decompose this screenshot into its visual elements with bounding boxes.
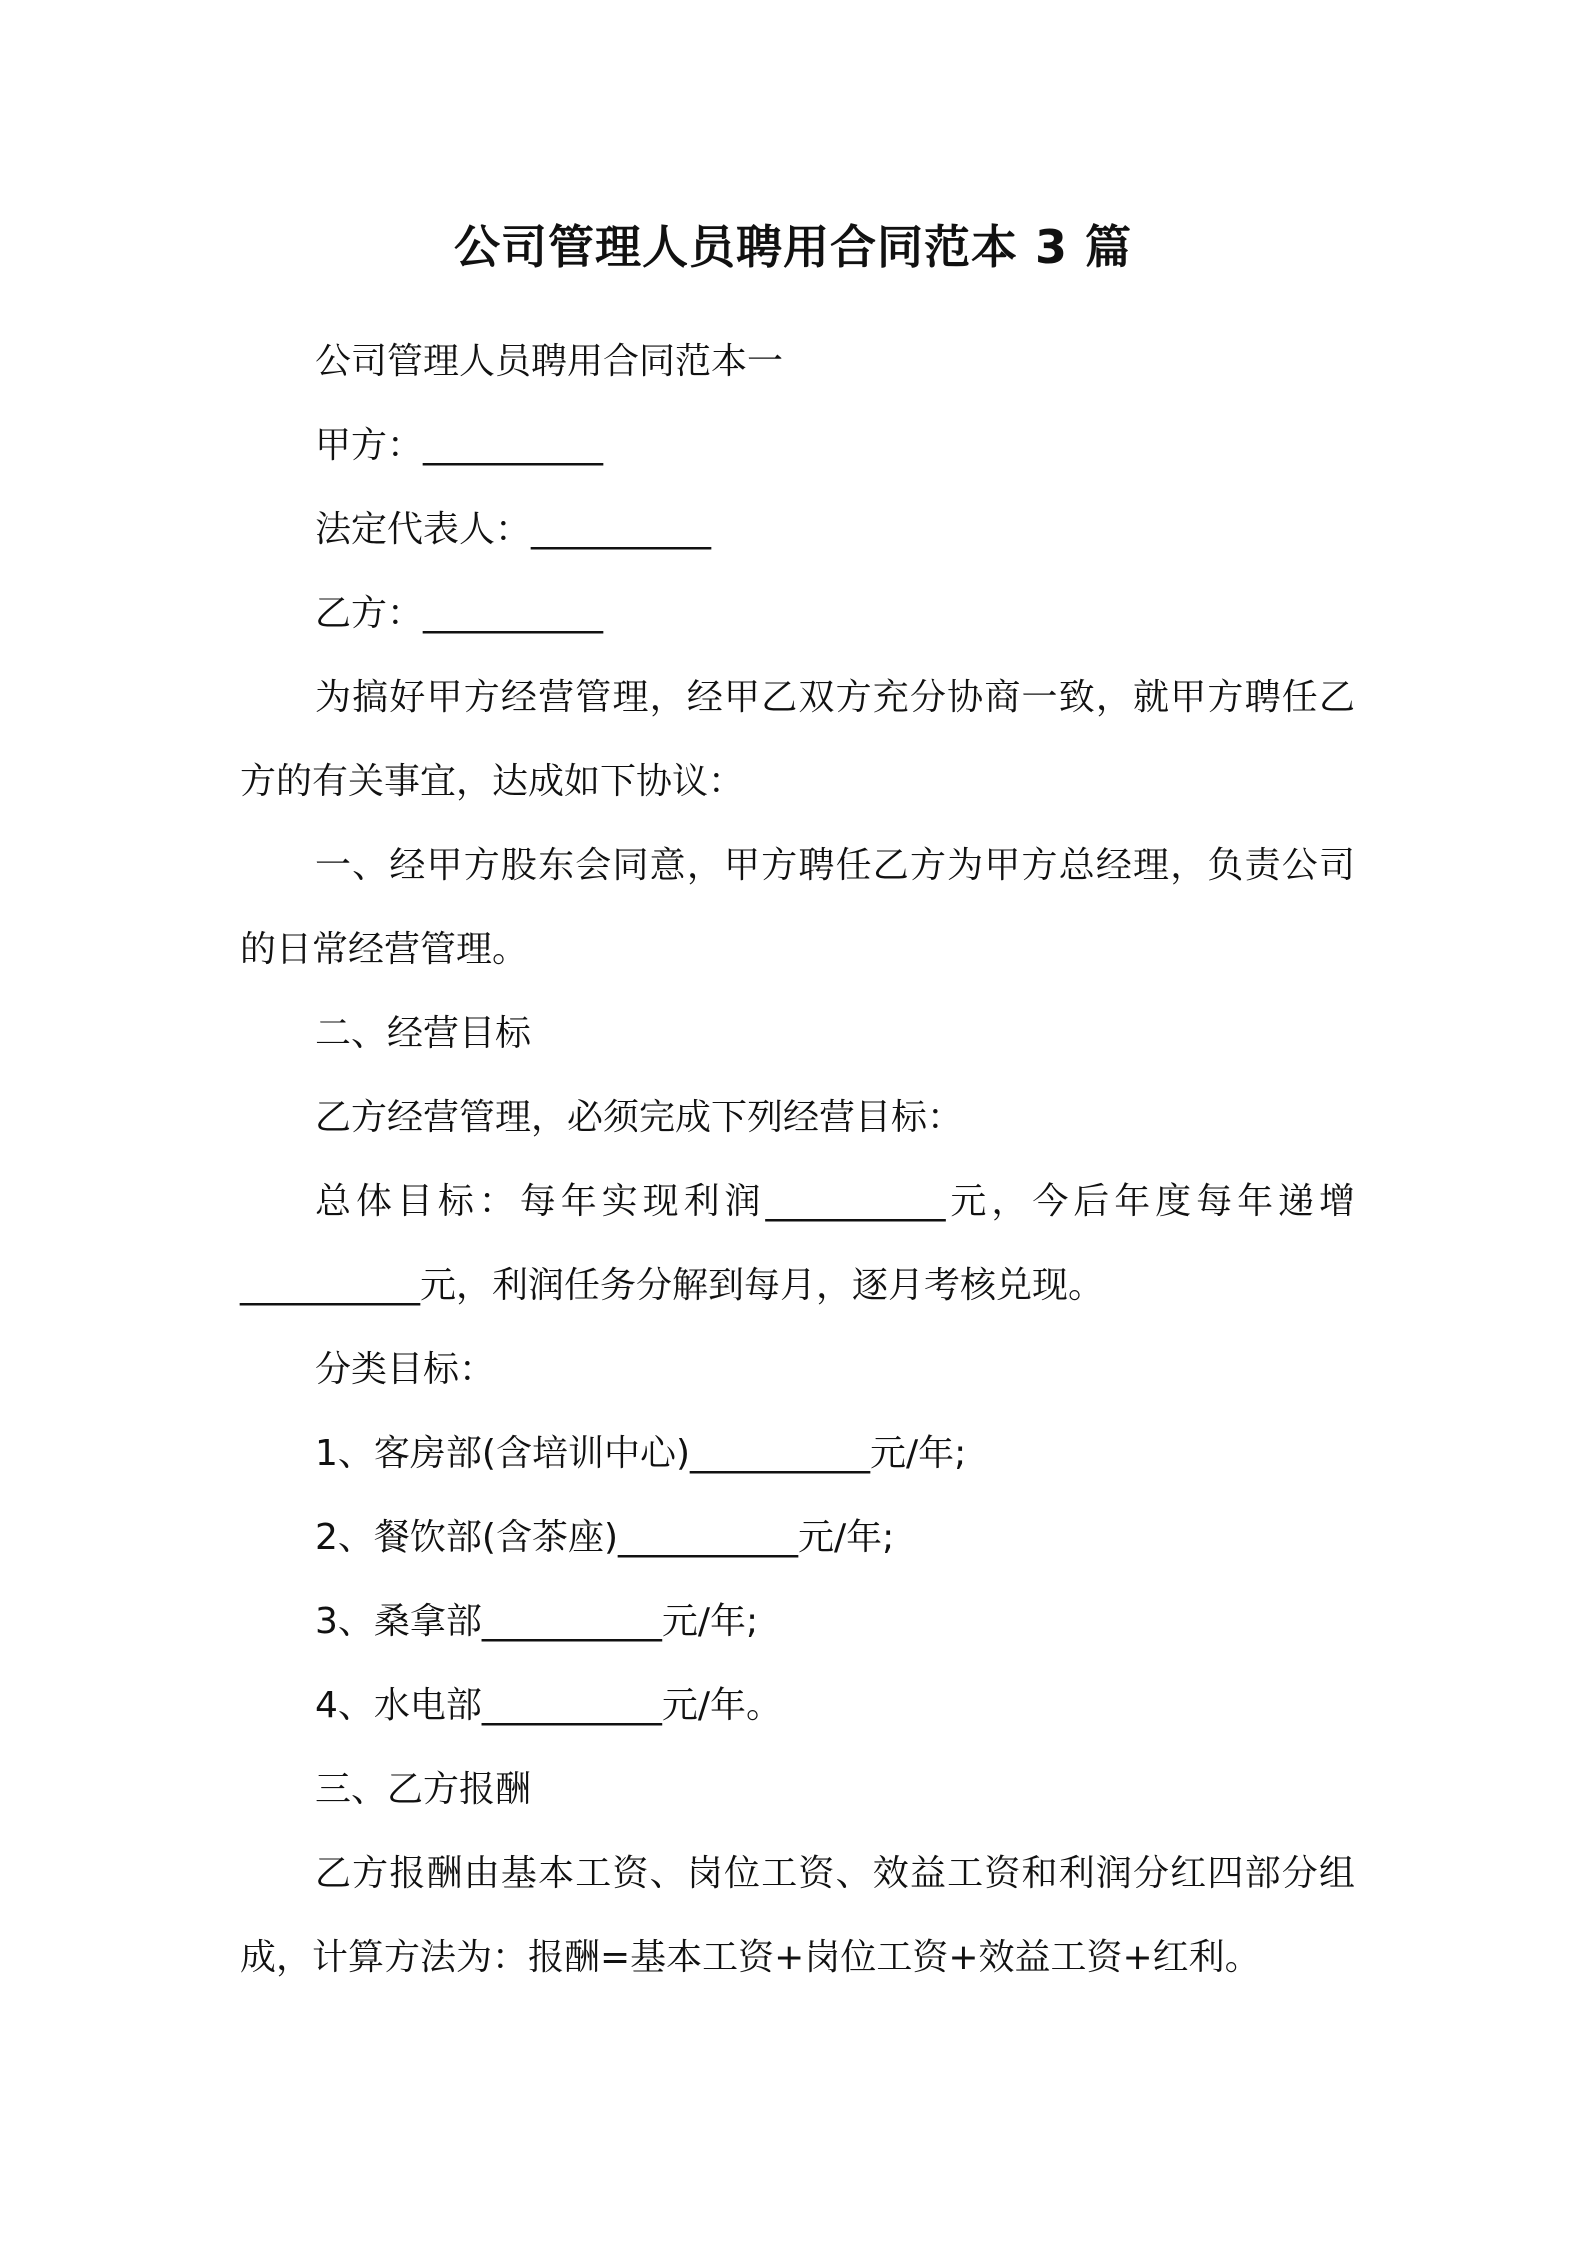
section-heading: 公司管理人员聘用合同范本一 — [315, 341, 784, 382]
document-title: 公司管理人员聘用合同范本 3 篇 — [453, 220, 1133, 274]
category-goal-item: 4、水电部__________元/年。 — [315, 1685, 783, 1726]
document-body — [240, 320, 1355, 2000]
agreement-preamble: 为搞好甲方经营管理，经甲乙双方充分协商一致，就甲方聘任乙方的有关事宜，达成如下协议： — [240, 677, 1355, 802]
clause-one: 一、经甲方股东会同意，甲方聘任乙方为甲方总经理，负责公司的日常经营管理。 — [240, 845, 1355, 970]
legal-representative-line: 法定代表人：__________ — [315, 509, 712, 550]
clause-two-heading: 二、经营目标 — [315, 1013, 532, 1054]
clause-three-heading: 三、乙方报酬 — [315, 1769, 532, 1810]
category-goal-item: 3、桑拿部__________元/年; — [315, 1601, 759, 1642]
operating-goals-intro: 乙方经营管理，必须完成下列经营目标： — [315, 1097, 964, 1138]
category-goal-item: 1、客房部(含培训中心)__________元/年; — [315, 1433, 967, 1474]
party-b-line: 乙方：__________ — [315, 593, 604, 634]
category-goals-heading: 分类目标： — [315, 1349, 496, 1390]
overall-goal: 总体目标：每年实现利润__________元，今后年度每年递增__________元，利润任务分解到每月，逐月考核兑现。 — [240, 1181, 1355, 1306]
remuneration-paragraph: 乙方报酬由基本工资、岗位工资、效益工资和利润分红四部分组成，计算方法为：报酬=基本工资+岗位工资+效益工资+红利。 — [240, 1853, 1355, 1978]
category-goal-item: 2、餐饮部(含茶座)__________元/年; — [315, 1517, 895, 1558]
party-a-line: 甲方：__________ — [315, 425, 604, 466]
